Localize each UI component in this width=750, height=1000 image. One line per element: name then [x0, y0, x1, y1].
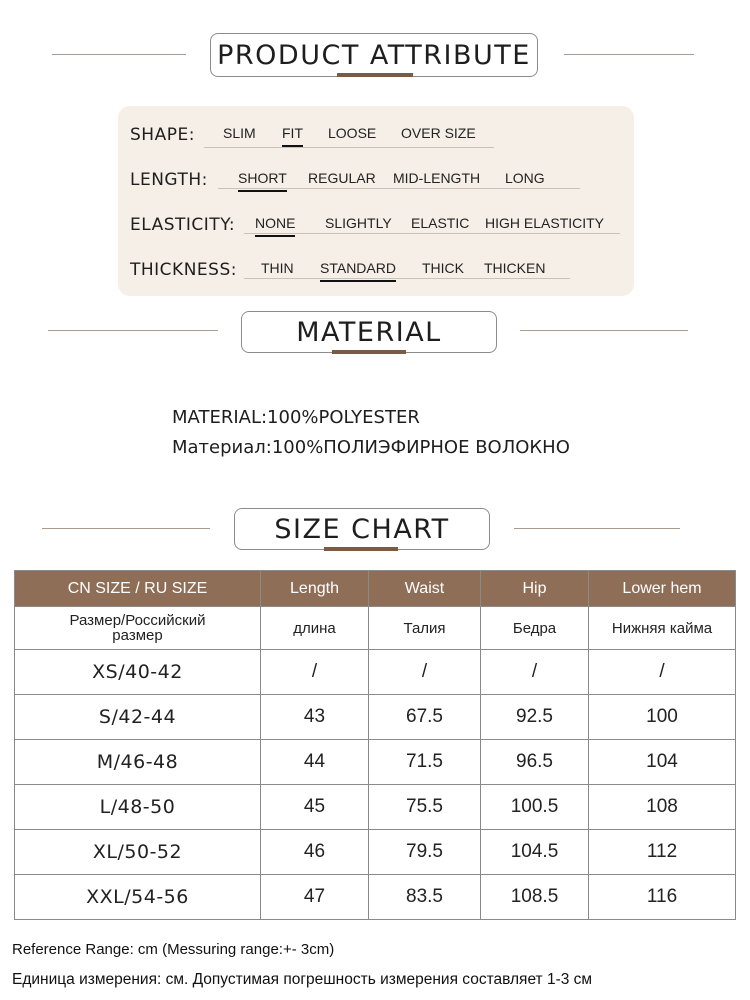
attribute-label: LENGTH: [130, 170, 208, 190]
column-header: Length [261, 571, 369, 607]
option-elastic: ELASTIC [411, 215, 470, 231]
table-header-row-russian [15, 607, 736, 650]
column-header-russian: Размер/Российский размер [15, 607, 261, 650]
column-header-russian: Нижняя кайма [589, 607, 736, 650]
size-cell: L/48-50 [15, 785, 261, 830]
length-cell: 43 [261, 695, 369, 740]
option-slightly: SLIGHTLY [325, 215, 392, 231]
section-title: MATERIAL [241, 311, 497, 353]
lower-hem-cell: 104 [589, 740, 736, 785]
column-header: Lower hem [589, 571, 736, 607]
column-header: Waist [369, 571, 481, 607]
attribute-row-elasticity [118, 209, 634, 239]
option-slim: SLIM [223, 125, 256, 141]
reference-range-note-russian: Единица измерения: см. Допустимая погрешность измерения составляет 1-3 см [12, 971, 593, 988]
lower-hem-cell: 100 [589, 695, 736, 740]
lower-hem-cell: / [589, 650, 736, 695]
waist-cell: / [369, 650, 481, 695]
reference-range-note: Reference Range: cm (Messuring range:+- 3cm) [12, 941, 335, 958]
divider-line [48, 330, 218, 331]
option-over-size: OVER SIZE [401, 125, 476, 141]
attribute-label: SHAPE: [130, 125, 195, 145]
length-cell: / [261, 650, 369, 695]
divider-line [514, 528, 680, 529]
option-thick: THICK [422, 260, 464, 276]
lower-hem-cell: 108 [589, 785, 736, 830]
attribute-row-thickness [118, 254, 634, 284]
table-row [15, 740, 736, 785]
size-cell: XL/50-52 [15, 830, 261, 875]
hip-cell: 96.5 [481, 740, 589, 785]
size-chart-table [14, 570, 736, 920]
option-none-selected: NONE [255, 215, 296, 231]
size-cell: XXL/54-56 [15, 875, 261, 920]
length-cell: 45 [261, 785, 369, 830]
option-fit-selected: FIT [282, 125, 303, 141]
table-row [15, 875, 736, 920]
table-row [15, 650, 736, 695]
option-mid-length: MID-LENGTH [393, 170, 481, 186]
divider-line [564, 54, 694, 55]
column-header-russian: Талия [369, 607, 481, 650]
column-header: CN SIZE / RU SIZE [15, 571, 261, 607]
material-russian: Материал:100%ПОЛИЭФИРНОЕ ВОЛОКНО [172, 437, 570, 458]
waist-cell: 75.5 [369, 785, 481, 830]
table-row [15, 695, 736, 740]
title-accent-bar [332, 350, 406, 354]
option-regular: REGULAR [308, 170, 376, 186]
column-header-russian: длина [261, 607, 369, 650]
waist-cell: 71.5 [369, 740, 481, 785]
divider-line [42, 528, 210, 529]
length-cell: 47 [261, 875, 369, 920]
table-row [15, 830, 736, 875]
waist-cell: 83.5 [369, 875, 481, 920]
title-accent-bar [337, 73, 413, 77]
option-thicken: THICKEN [484, 260, 546, 276]
length-cell: 46 [261, 830, 369, 875]
size-cell: XS/40-42 [15, 650, 261, 695]
option-short-selected: SHORT [238, 170, 287, 186]
table-row [15, 785, 736, 830]
material-english: MATERIAL:100%POLYESTER [172, 407, 420, 428]
hip-cell: 100.5 [481, 785, 589, 830]
option-thin: THIN [261, 260, 294, 276]
title-accent-bar [324, 547, 398, 551]
table-header-row [15, 571, 736, 607]
column-header: Hip [481, 571, 589, 607]
hip-cell: 92.5 [481, 695, 589, 740]
option-long: LONG [505, 170, 545, 186]
option-loose: LOOSE [328, 125, 377, 141]
attribute-panel [118, 106, 634, 296]
hip-cell: 108.5 [481, 875, 589, 920]
hip-cell: 104.5 [481, 830, 589, 875]
section-title: PRODUCT ATTRIBUTE [210, 33, 538, 77]
attribute-label: ELASTICITY: [130, 215, 236, 235]
lower-hem-cell: 116 [589, 875, 736, 920]
product-attribute-header [0, 30, 750, 80]
hip-cell: / [481, 650, 589, 695]
option-standard-selected: STANDARD [320, 260, 396, 276]
size-cell: S/42-44 [15, 695, 261, 740]
section-title: SIZE CHART [234, 508, 490, 550]
option-high-elasticity: HIGH ELASTICITY [485, 215, 605, 231]
waist-cell: 67.5 [369, 695, 481, 740]
waist-cell: 79.5 [369, 830, 481, 875]
divider-line [520, 330, 688, 331]
lower-hem-cell: 112 [589, 830, 736, 875]
attribute-row-shape [118, 119, 634, 149]
column-header-russian: Бедра [481, 607, 589, 650]
size-chart-header [0, 504, 750, 554]
attribute-label: THICKNESS: [130, 260, 237, 280]
material-header [0, 306, 750, 356]
size-cell: M/46-48 [15, 740, 261, 785]
attribute-row-length [118, 164, 634, 194]
length-cell: 44 [261, 740, 369, 785]
divider-line [52, 54, 186, 55]
